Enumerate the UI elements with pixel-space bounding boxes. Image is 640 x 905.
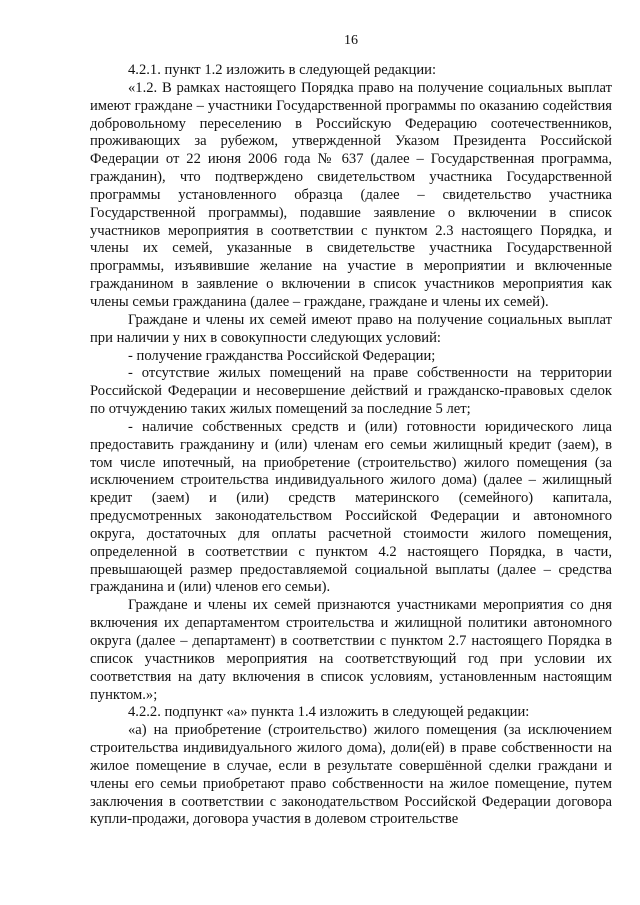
paragraph-condition-no-property: - отсутствие жилых помещений на праве собственности на территории Российской Федерации и несовершение действий и гражданско-правовых сделок по отчуждению таких жилых помещений за последние 5 лет; (90, 365, 612, 418)
paragraph-4-2-1-heading: 4.2.1. пункт 1.2 изложить в следующей редакции: (128, 62, 437, 78)
page-number: 16 (344, 33, 358, 48)
document-body (90, 62, 612, 829)
paragraph-4-2-2-heading: 4.2.2. подпункт «а» пункта 1.4 изложить в следующей редакции: (128, 704, 530, 721)
document-page (90, 0, 612, 905)
paragraph-clause-1-2: «1.2. В рамках настоящего Порядка право на получение социальных выплат имеют граждане – участники Государственной программы по оказанию содействия добровольному переселению в Российскую Федерацию соотечественников, проживающих за рубежом, утвержденной Указом Президента Российской Федерации от 22 июня 2006 года № 637 (далее – Государственная программа, гражданин), что подтверждено свидетельством участника Государственной программы установленного образца (далее – свидетельство участника Государственной программы), подавшие заявление о включении в список участников мероприятия в соответствии с пунктом 2.3 настоящего Порядка, и члены их семей, указанные в свидетельстве участника Государственной программы, изъявившие желание на участие в мероприятии и включенные гражданином в заявление о включении в список участников мероприятия как члены семьи гражданина (далее – граждане, граждане и члены их семей). (90, 79, 612, 310)
paragraph-conditions-intro: Граждане и члены их семей имеют право на получение социальных выплат при наличии у них в совокупности следующих условий: (90, 311, 612, 346)
paragraph-condition-own-funds: - наличие собственных средств и (или) готовности юридического лица предоставить гражданину и (или) членам его семьи жилищный кредит (заем), в том числе ипотечный, на приобретение (строительство) жилого помещения (за исключением строительства индивидуального жилого дома) (далее – жилищный кредит (заем) и (или) средств материнского (семейного) капитала, предусмотренных законодательством Российской Федерации и автономного округа, достаточных для оплаты расчетной стоимости жилого помещения, определенной в соответствии с пунктом 4.2 настоящего Порядка, в части, превышающей размер предоставляемой социальной выплаты (далее – средства гражданина и (или) членов его семьи). (90, 418, 612, 596)
paragraph-participants-recognition: Граждане и члены их семей признаются участниками мероприятия со дня включения их департаментом строительства и жилищной политики автономного округа (далее – департамент) в соответствии с пунктом 2.7 настоящего Порядка в список участников мероприятия на соответствующий год при условии их соответствия на дату включения в список условиям, установленным настоящим пунктом.»; (90, 597, 612, 703)
paragraph-subclause-a: «а) на приобретение (строительство) жилого помещения (за исключением строительства индивидуального жилого дома), доли(ей) в праве собственности на жилое помещение в случае, если в результате совершённой сделки граждани и члены его семьи приобретают право собственности на жилое помещение, путем заключения в соответствии с законодательством Российской Федерации договора купли-продажи, договора участия в долевом строительстве (90, 722, 612, 828)
paragraph-condition-citizenship: - получение гражданства Российской Федерации; (128, 347, 436, 364)
